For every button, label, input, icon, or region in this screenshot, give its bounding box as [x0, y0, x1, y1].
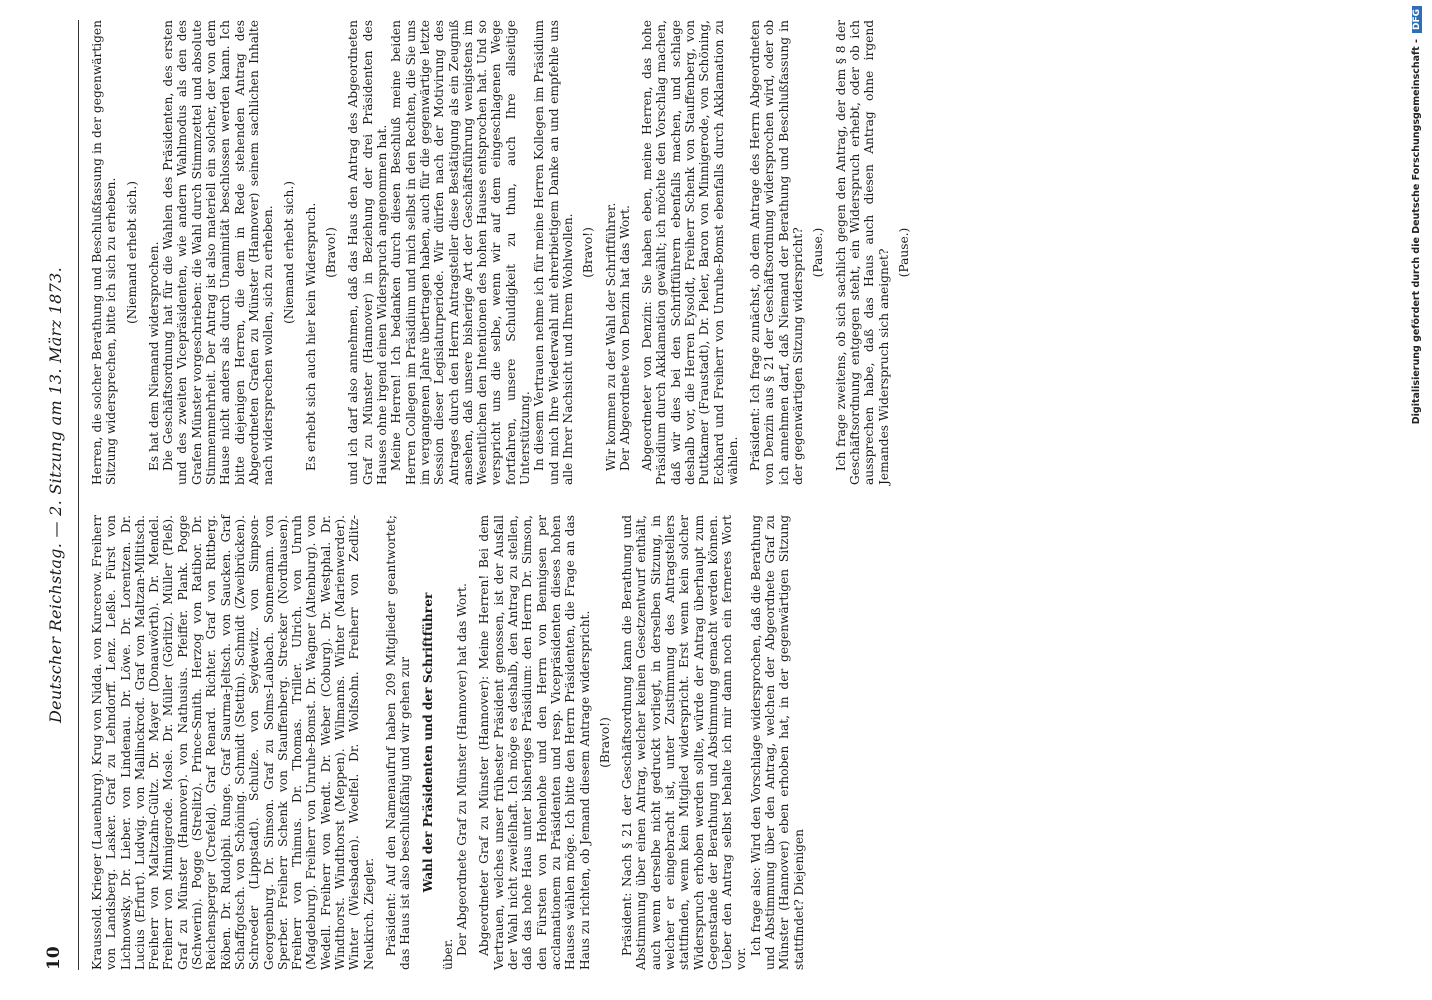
dfg-logo: DFG	[1412, 6, 1422, 33]
muenster-speech: Abgeordneter Graf zu Münster (Hannover): Meine Herren! Bei dem Vertrauen, welches unser frühester Präsident genossen, ist der Ausfall der Wahl nicht zweifelhaft. Ich möge es deshalb, den Antrag zu stellen, daß das hohe Haus unter bisheriges Präsidium: den Herrn Dr. Simson, den Fürsten von Hohenlohe und den Herrn von Bennigsen per acclamationem zu Präsidenten und resp. Vicepräsidenten dieses hohen Hauses wählen möge. Ich bitte den Herrn Präsidenten, die Frage an das Haus zu richten, ob Jemand diesem Antrage widerspricht.	[477, 515, 592, 970]
president-question: Ich frage also: Wird den Vorschlage widersprochen, daß die Berathung und Abstimmung über den Antrag, welchen der Abgeordnete Graf zu Münster (Hannover) eben erhoben hat, in der gegenwärtigen Sitzung stattfindet? Diejenigen	[748, 515, 806, 970]
right-column	[90, 20, 919, 485]
thanks-paragraph: Meine Herren! Ich bedanken durch diesen Beschluß meine beiden Herren Collegen im Präsidium und mich selbst in den Rechten, die Sie uns im vergangenen Jahre übertragen haben, auch für die gegenwärtige letzte Session dieser Legislaturperiode. Wir dürfen nach der Motivirung des Antrages durch den Herrn Antragsteller diese Bestätigung als ein Zeugniß ansehen, daß unsere bisherige Art der Geschäftsführung wenigstens im Wesentlichen den Intentionen des hohen Hauses entsprochen hat. Und so verspricht uns die selbe, wenn wir auf dem eingeschlagenen Wege fortfahren, unsere Schuldigkeit zu thun, auch Ihre allseitige Unterstützung.	[389, 20, 533, 485]
bravo-remark-2: (Bravo!)	[581, 227, 596, 278]
muenster-intro: Der Abgeordnete Graf zu Münster (Hannover) hat das Wort.	[455, 583, 470, 956]
section-after: über.	[440, 938, 455, 970]
no-objection-statement: Es hat dem Niemand widersprochen.	[146, 241, 161, 471]
no-objection-statement-2: Es erhebt sich auch hier kein Widerspruch.	[303, 202, 318, 471]
president-question-1: Präsident: Ich frage zunächst, ob dem Antrage des Herrn Abgeordneten von Denzin aus § 21 der Geschäftsordnung widersprochen wird, oder ob ich annehmen darf, daß Niemand der Berathung und Beschlußfassung in der gegenwärtigen Sitzung widerspricht?	[748, 20, 806, 485]
continuation-paragraph: Herren, die solcher Berathung und Beschlußfassung in der gegenwärtigen Sitzung widersprechen, bitte ich sich zu erheben.	[90, 20, 119, 485]
secretaries-election: Wir kommen zu der Wahl der Schriftführer.	[603, 202, 618, 471]
digitization-stamp	[1407, 6, 1431, 994]
pause-remark-1: (Pause.)	[811, 227, 826, 278]
pause-remark-2: (Pause.)	[896, 227, 911, 278]
remark-no-objection-1: (Niemand erhebt sich.)	[124, 181, 139, 325]
digitization-credit: Digitalisierung gefördert durch die Deutsche Forschungsgemeinschaft -	[1411, 39, 1422, 425]
president-question-2: Ich frage zweitens, ob sich sachlich gegen den Antrag, der dem § 8 der Geschäftsordnung entgegen steht, ein Widerspruch erhebt, oder ob ich aussprechen habe, daß das Haus auch diesen Antrag ohne irgend Jemandes Widerspruch sich aneignet?	[833, 20, 891, 485]
remark-no-objection-2: (Niemand erhebt sich.)	[281, 181, 296, 325]
rules-paragraph: Die Geschäftsordnung hat für die Wahlen des Präsidenten, des ersten und des zweiten Vicepräsidenten, wie andern Wahlmodus als den des Grafen Münster vorgeschrieben: die Wahl durch Stimmzettel und absolute Stimmenmehrheit. Der Antrag ist also materiell ein solcher, der von dem Hause nicht anders als durch Unanimität beschlossen werden kann. Ich bitte diejenigen Herren, die dem in Rede stehenden Antrag des Abgeordneten Grafen zu Münster (Hannover) seinem sachlichen Inhalte nach widersprechen wollen, sich zu erheben.	[161, 20, 276, 485]
president-statement-quorum: Präsident: Auf den Namenaufruf haben 209 Mitglieder geantwortet; das Haus ist also beschlußfähig und wir gehen zur	[383, 515, 413, 970]
header-rule	[78, 20, 79, 970]
denzin-intro: Der Abgeordnete von Denzin hat das Wort.	[617, 205, 632, 471]
page-header	[44, 20, 70, 970]
section-heading: Wahl der Präsidenten und der Schriftführer	[420, 592, 435, 893]
bravo-remark-1: (Bravo!)	[324, 227, 339, 278]
bravo-remark: (Bravo!)	[597, 717, 612, 768]
acceptance-paragraph: und ich darf also annehmen, daß das Haus den Antrag des Abgeordneten Graf zu Münster (Hannover) in Beziehung der drei Präsidenten des Hauses ohne irgend einen Widerspruch angenommen hat.	[346, 20, 390, 485]
page-number: 10	[44, 946, 64, 970]
member-names-list: Kraussold. Krieger (Lauenburg). Krug von Nidda. von Kurcerow. Freiherr von Landsberg. Lasker. Graf zu Lehndorff. Lenz. Leßle. Fürst von Lichnowsky. Dr. Lieber. von Lindenau. Dr. Löwe. Dr. Lorentzen. Dr. Lucius (Erfurt). Ludwig. von Mallinckrodt. Graf von Maltzan-Miltitsch. Freiherr von Maltzahn-Gültz. Dr. Mayer (Donauwörth). Dr. Mendel. Freiherr von Minnigerode. Mosle. Dr. Müller (Görlitz). Müller (Pleß). Graf zu Münster (Hannover). von Nathusius. Pfeiffer. Plank. Pogge (Schwerin). Pogge (Strelitz). Prince-Smith. Herzog von Ratibor. Dr. Reichensperger (Crefeld). Graf Renard. Richter. Graf von Rittberg. Röben. Dr. Rudolphi. Runge. Graf Saurma-Jeltsch. von Saucken. Graf Schaffgotsch. von Schöning. Schmidt (Stettin). Schmidt (Zweibrücken). Schroeder (Lippstadt). Schulze. von Seydewitz. von Simpson-Georgenburg. Dr. Simson. Graf zu Solms-Laubach. Sonnemann. von Sperber. Freiherr Schenk von Stauffenberg. Strecker (Nordhausen). Freiherr von Thimus. Dr. Thomas. Triller. Ulrich. von Unruh (Magdeburg). Freiherr von Unruhe-Bomst. Dr. Wagner (Altenburg). von Wedell. Freiherr von Wendt. Dr. Weber (Coburg). Dr. Westphal. Dr. Windthorst. Windthorst (Meppen). Wilmanns. Winter (Marienwerder). Winter (Wiesbaden). Woelfel. Dr. Wolfsohn. Freiherr von Zedlitz-Neukirch. Ziegler.	[90, 515, 376, 970]
denzin-speech: Abgeordneter von Denzin: Sie haben eben, meine Herren, das hohe Präsidium durch Akklamation gewählt; ich möchte den Vorschlag machen, daß wir dies bei den Schriftführern ebenfalls machen, und schlage deshalb vor, die Herren Eysoldt, Freiherr Schenk von Stauffenberg, von Puttkamer (Fraustadt), Dr. Pieler, Baron von Minnigerode, von Schöning, Eckhard und Freiherr von Unruhe-Bomst ebenfalls durch Akklamation zu wählen.	[640, 20, 740, 485]
trust-paragraph: In diesem Vertrauen nehme ich für meine Herren Kollegen im Präsidium und mich Ihre Wiederwahl mit ehrerbietigem Danke an und empfehle uns alle Ihrer Nachsicht und Ihrem Wohlwollen.	[532, 20, 575, 485]
president-statement-rules: Präsident: Nach § 21 der Geschäftsordnung kann die Berathung und Abstimmung über einen Antrag, welcher keinen Gesetzentwurf enthält, auch wenn derselbe nicht gedruckt vorliegt, in derselben Sitzung, in welcher er eingebracht ist, unter Zustimmung des Antragstellers stattfinden, wenn kein Mitglied widerspricht. Erst wenn kein solcher Widerspruch erhoben werden sollte, würde der Antrag überhaupt zum Gegenstande der Berathung und Abstimmung gemacht werden können. Ueber den Antrag selbst behalte ich mir dann noch ein ferneres Wort vor.	[620, 515, 749, 970]
page-title: Deutscher Reichstag. — 2. Sitzung am 13. März 1873.	[46, 266, 65, 724]
left-column	[90, 515, 806, 970]
